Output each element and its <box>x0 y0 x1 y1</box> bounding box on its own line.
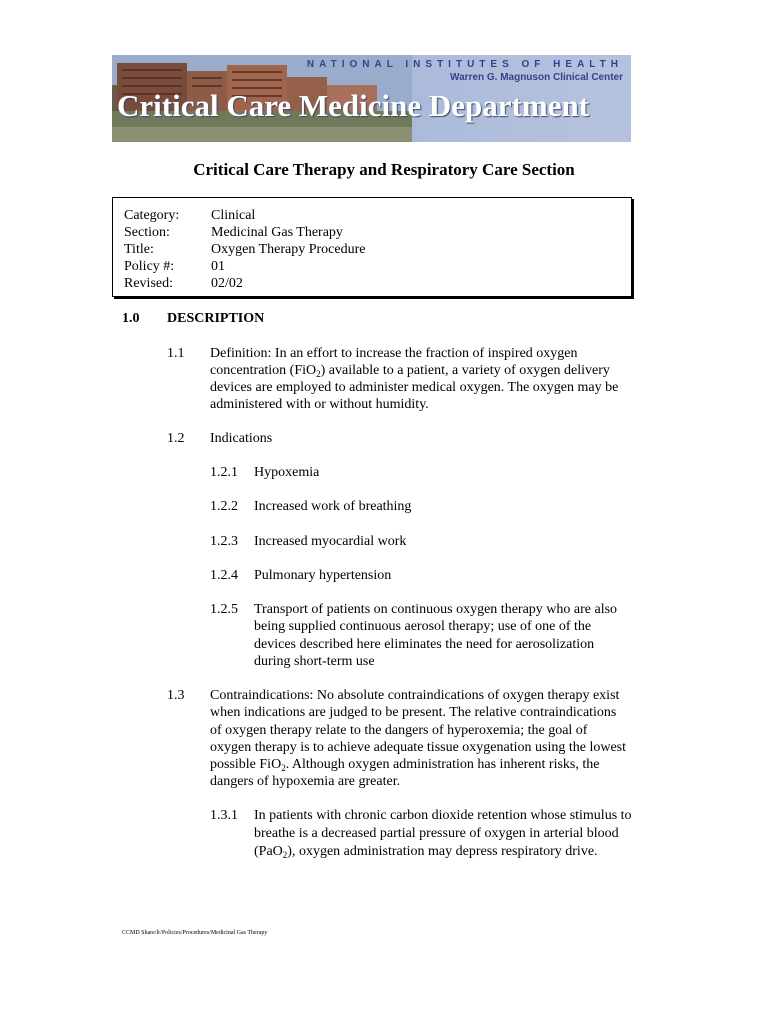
info-label: Policy #: <box>124 259 175 274</box>
info-label: Section: <box>124 225 170 240</box>
heading-description: DESCRIPTION <box>167 311 265 326</box>
list-item-line: being supplied continuous aerosol therapy; use of one of the <box>254 619 592 634</box>
info-row-category <box>124 207 255 224</box>
contraindications-line: dangers of hypoxemia are greater. <box>210 774 401 789</box>
list-item: Increased myocardial work <box>254 534 407 549</box>
list-item-line: Transport of patients on continuous oxygen therapy who are also <box>254 602 618 617</box>
info-value: 02/02 <box>211 276 243 291</box>
info-value: Clinical <box>211 208 256 223</box>
info-row-policy <box>124 258 225 275</box>
definition-line: Definition: In an effort to increase the fraction of inspired oxygen <box>210 346 578 361</box>
definition-line: devices are employed to administer medical oxygen. The oxygen may be <box>210 380 619 395</box>
definition-line: administered with or without humidity. <box>210 397 429 412</box>
paragraph-number: 1.2 <box>167 431 185 446</box>
paragraph-number: 1.1 <box>167 346 185 361</box>
list-item-line: devices described here eliminates the need for aerosolization <box>254 637 595 652</box>
paragraph-number: 1.3 <box>167 688 185 703</box>
list-item-number: 1.2.2 <box>210 499 238 514</box>
contraindications-line: oxygen therapy is to achieve adequate tissue oxygenation using the lowest <box>210 740 627 755</box>
list-item-number: 1.2.3 <box>210 534 238 549</box>
contraindications-line: Contraindications: No absolute contraindications of oxygen therapy exist <box>210 688 620 703</box>
section-title: Critical Care Therapy and Respiratory Care Section <box>193 160 575 179</box>
contraindications-line: of oxygen therapy relate to the dangers of hyperoxemia; the goal of <box>210 723 588 738</box>
list-item: Hypoxemia <box>254 465 320 480</box>
info-value: Medicinal Gas Therapy <box>211 225 343 240</box>
info-label: Title: <box>124 242 154 257</box>
list-item-line: breathe is a decreased partial pressure of oxygen in arterial blood <box>254 826 619 841</box>
info-row-title <box>124 241 365 258</box>
footer-path: CCMD Share/lr/Policies/Procedures/Medicinal Gas Therapy <box>122 930 268 936</box>
department-banner <box>112 55 631 142</box>
list-item-number: 1.2.5 <box>210 602 238 617</box>
list-item-number: 1.2.1 <box>210 465 238 480</box>
definition-line: concentration (FiO$_2$) available to a patient, a variety of oxygen delivery <box>210 363 610 379</box>
info-value: Oxygen Therapy Procedure <box>211 242 366 257</box>
list-item-line: during short-term use <box>254 654 375 669</box>
policy-info-box <box>112 197 632 297</box>
info-row-revised <box>124 275 243 292</box>
list-item: Pulmonary hypertension <box>254 568 392 583</box>
heading-number: 1.0 <box>122 311 140 326</box>
banner-institution: NATIONAL INSTITUTES OF HEALTH <box>306 59 623 70</box>
list-item: Increased work of breathing <box>254 499 412 514</box>
indications-heading: Indications <box>210 431 273 446</box>
banner-title: Critical Care Medicine Department <box>117 88 590 123</box>
info-value: 01 <box>211 259 225 274</box>
contraindications-line: possible FiO$_2$. Although oxygen administration has inherent risks, the <box>210 757 600 773</box>
info-label: Revised: <box>124 276 173 291</box>
banner-clinical-center: Warren G. Magnuson Clinical Center <box>450 72 623 83</box>
info-row-section <box>124 224 343 241</box>
list-item-line: (PaO$_2$), oxygen administration may depress respiratory drive. <box>254 844 598 860</box>
list-item-number: 1.2.4 <box>210 568 238 583</box>
list-item-line: In patients with chronic carbon dioxide retention whose stimulus to <box>254 808 632 823</box>
contraindications-line: when indications are judged to be present. The relative contraindications <box>210 705 617 720</box>
list-item-number: 1.3.1 <box>210 808 238 823</box>
info-label: Category: <box>124 208 180 223</box>
